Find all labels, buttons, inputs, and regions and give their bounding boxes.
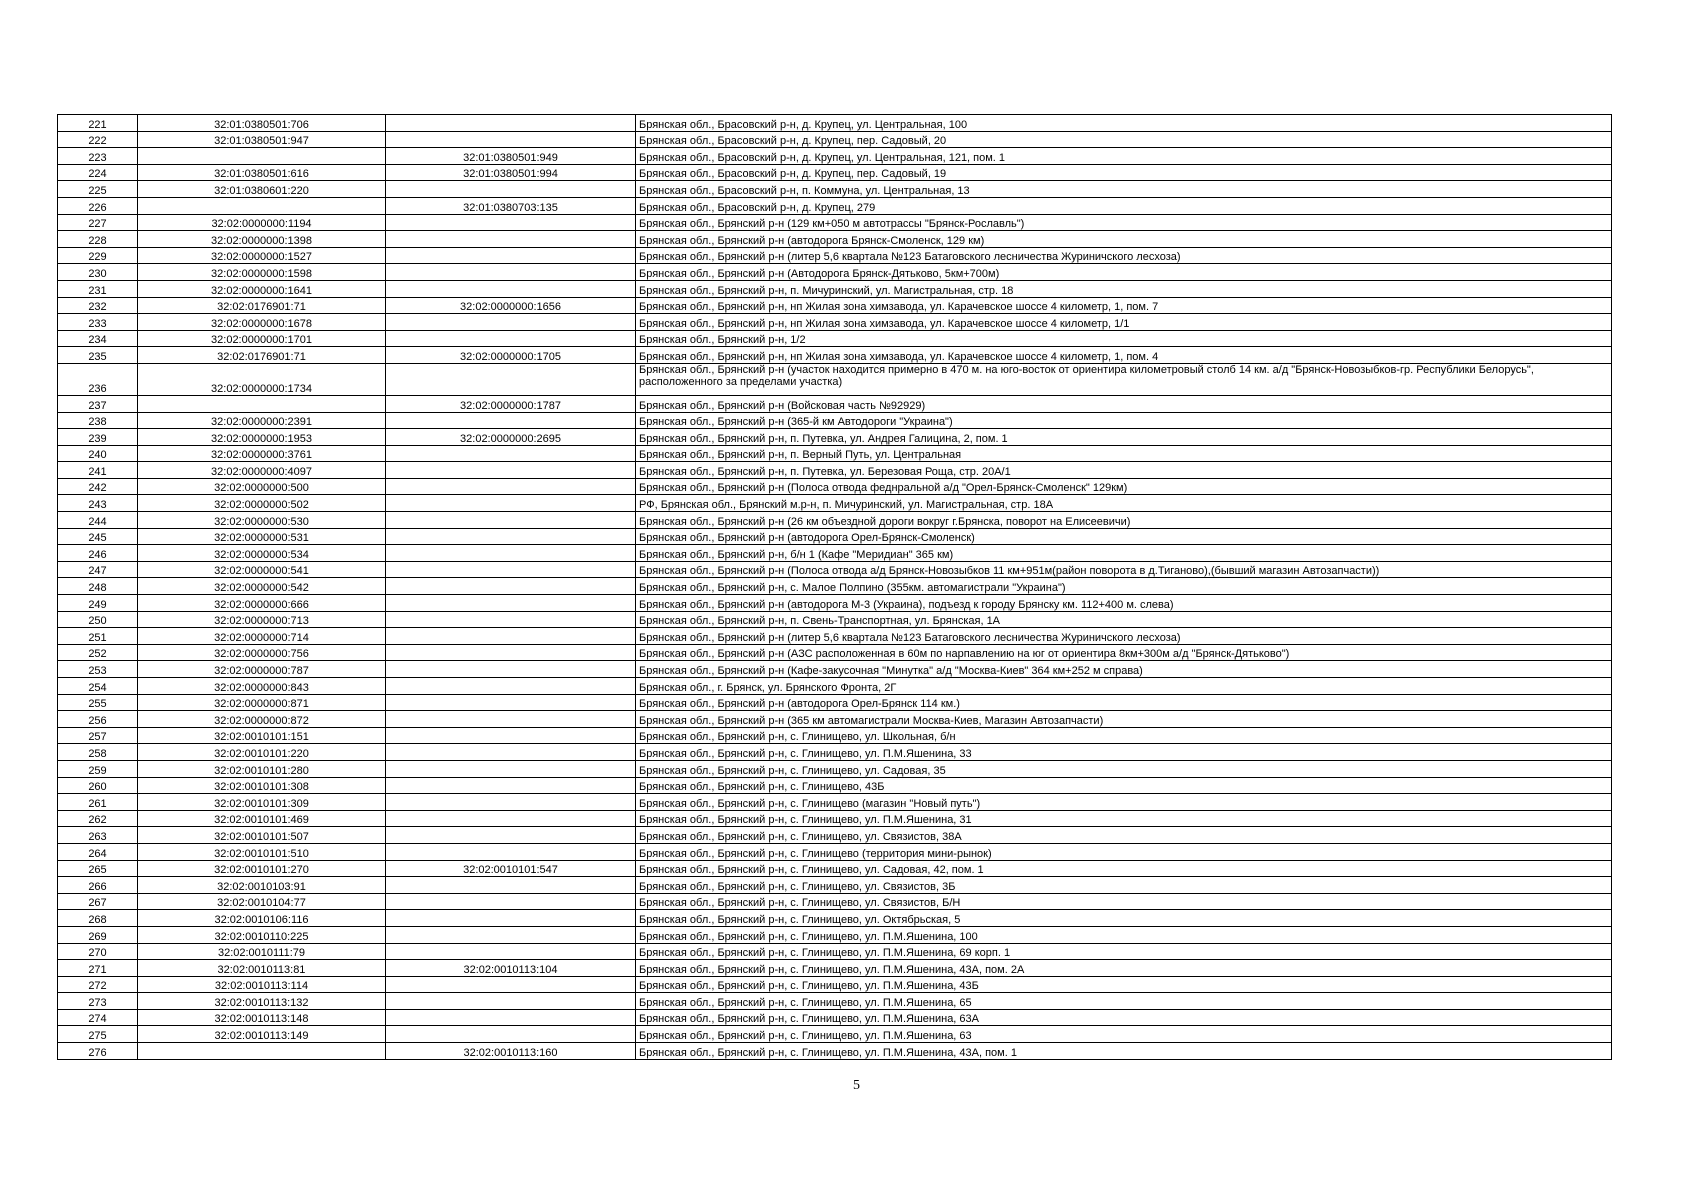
building-cadastral-number-cell xyxy=(386,711,636,728)
cadastral-number-cell: 32:02:0000000:502 xyxy=(138,495,386,512)
building-cadastral-number-cell xyxy=(386,993,636,1010)
table-row xyxy=(58,893,1612,910)
table-row xyxy=(58,462,1612,479)
address-cell: Брянская обл., Брянский р-н, п. Путевка, ул. Березовая Роща, стр. 20А/1 xyxy=(636,462,1612,479)
address-cell: Брянская обл., Брянский р-н, с. Глинищево, ул. Связистов, Б/Н xyxy=(636,893,1612,910)
address-cell: Брянская обл., Брянский р-н, с. Глинищево, ул. Связистов, 38А xyxy=(636,827,1612,844)
row-number-cell: 227 xyxy=(58,214,138,231)
cadastral-number-cell: 32:02:0000000:534 xyxy=(138,545,386,562)
row-number-cell: 246 xyxy=(58,545,138,562)
building-cadastral-number-cell xyxy=(386,611,636,628)
table-row xyxy=(58,993,1612,1010)
address-cell: Брянская обл., Брянский р-н (Кафе-закусочная "Минутка" а/д "Москва-Киев" 364 км+252 м справа) xyxy=(636,661,1612,678)
cadastral-number-cell: 32:02:0000000:500 xyxy=(138,478,386,495)
building-cadastral-number-cell xyxy=(386,545,636,562)
cadastral-number-cell: 32:02:0000000:4097 xyxy=(138,462,386,479)
row-number-cell: 271 xyxy=(58,960,138,977)
building-cadastral-number-cell xyxy=(386,561,636,578)
cadastral-number-cell: 32:02:0010113:132 xyxy=(138,993,386,1010)
address-cell: Брянская обл., Брянский р-н, нп Жилая зона химзавода, ул. Карачевское шоссе 4 километр, 1/1 xyxy=(636,314,1612,331)
address-cell: Брянская обл., Брянский р-н, с. Глинищево, ул. П.М.Яшенина, 33 xyxy=(636,744,1612,761)
address-cell: Брянская обл., Брянский р-н, с. Глинищево (территория мини-рынок) xyxy=(636,843,1612,860)
table-row xyxy=(58,495,1612,512)
row-number-cell: 228 xyxy=(58,231,138,248)
building-cadastral-number-cell: 32:02:0010113:160 xyxy=(386,1043,636,1060)
table-row xyxy=(58,297,1612,314)
table-row xyxy=(58,478,1612,495)
cadastral-number-cell: 32:01:0380501:706 xyxy=(138,115,386,132)
address-cell: Брянская обл., Брянский р-н (автодорога Орел-Брянск-Смоленск) xyxy=(636,528,1612,545)
page-number: 5 xyxy=(853,1078,860,1093)
address-cell: РФ, Брянская обл., Брянский м.р-н, п. Мичуринский, ул. Магистральная, стр. 18А xyxy=(636,495,1612,512)
cadastral-number-cell: 32:02:0000000:1641 xyxy=(138,280,386,297)
building-cadastral-number-cell xyxy=(386,247,636,264)
cadastral-number-cell: 32:02:0000000:3761 xyxy=(138,445,386,462)
table-row xyxy=(58,910,1612,927)
row-number-cell: 273 xyxy=(58,993,138,1010)
cadastral-number-cell: 32:01:0380501:947 xyxy=(138,131,386,148)
cadastral-number-cell: 32:02:0000000:1953 xyxy=(138,429,386,446)
building-cadastral-number-cell xyxy=(386,628,636,645)
address-cell: Брянская обл., Брянский р-н, с. Глинищево, ул. П.М.Яшенина, 69 корп. 1 xyxy=(636,943,1612,960)
cadastral-number-cell: 32:02:0000000:1598 xyxy=(138,264,386,281)
table-row xyxy=(58,578,1612,595)
cadastral-number-cell: 32:02:0010106:116 xyxy=(138,910,386,927)
table-row xyxy=(58,395,1612,412)
row-number-cell: 274 xyxy=(58,1009,138,1026)
cadastral-number-cell xyxy=(138,395,386,412)
row-number-cell: 270 xyxy=(58,943,138,960)
row-number-cell: 249 xyxy=(58,595,138,612)
row-number-cell: 259 xyxy=(58,760,138,777)
row-number-cell: 230 xyxy=(58,264,138,281)
row-number-cell: 261 xyxy=(58,794,138,811)
address-cell: Брянская обл., Брянский р-н (литер 5,6 квартала №123 Батаговского лесничества Журиничского лесхоза) xyxy=(636,247,1612,264)
building-cadastral-number-cell xyxy=(386,131,636,148)
building-cadastral-number-cell xyxy=(386,578,636,595)
table-row xyxy=(58,363,1612,395)
building-cadastral-number-cell xyxy=(386,115,636,132)
building-cadastral-number-cell xyxy=(386,744,636,761)
address-cell: Брянская обл., Брянский р-н, 1/2 xyxy=(636,330,1612,347)
cadastral-number-cell: 32:02:0000000:1194 xyxy=(138,214,386,231)
row-number-cell: 267 xyxy=(58,893,138,910)
table-row xyxy=(58,197,1612,214)
cadastral-number-cell: 32:02:0010101:469 xyxy=(138,810,386,827)
address-cell: Брянская обл., Брянский р-н (Полоса отвода а/д Брянск-Новозыбков 11 км+951м(район поворота в д.Тиганово),(бывший магазин Автозапчасти)) xyxy=(636,561,1612,578)
building-cadastral-number-cell xyxy=(386,678,636,695)
row-number-cell: 235 xyxy=(58,347,138,364)
row-number-cell: 275 xyxy=(58,1026,138,1043)
table-row xyxy=(58,280,1612,297)
table-row xyxy=(58,231,1612,248)
table-row xyxy=(58,943,1612,960)
address-cell: Брянская обл., Брянский р-н, нп Жилая зона химзавода, ул. Карачевское шоссе 4 километр, 1, пом. 7 xyxy=(636,297,1612,314)
row-number-cell: 238 xyxy=(58,412,138,429)
row-number-cell: 223 xyxy=(58,148,138,165)
address-cell: Брянская обл., Брянский р-н (Полоса отвода феднральной а/д "Орел-Брянск-Смоленск" 129км) xyxy=(636,478,1612,495)
cadastral-number-cell: 32:02:0000000:530 xyxy=(138,512,386,529)
table-row xyxy=(58,727,1612,744)
table-row xyxy=(58,678,1612,695)
table-row xyxy=(58,926,1612,943)
address-cell: Брянская обл., Брянский р-н, с. Глинищево, ул. П.М.Яшенина, 63 xyxy=(636,1026,1612,1043)
table-row xyxy=(58,131,1612,148)
address-cell: Брянская обл., Брянский р-н, с. Малое Полпино (355км. автомагистрали "Украина") xyxy=(636,578,1612,595)
building-cadastral-number-cell xyxy=(386,794,636,811)
cadastral-number-cell: 32:02:0010101:308 xyxy=(138,777,386,794)
cadastral-number-cell: 32:02:0000000:666 xyxy=(138,595,386,612)
address-cell: Брянская обл., Брянский р-н, с. Глинищево, ул. П.М.Яшенина, 65 xyxy=(636,993,1612,1010)
address-cell: Брянская обл., Брянский р-н, с. Глинищево, ул. Связистов, 3Б xyxy=(636,877,1612,894)
row-number-cell: 245 xyxy=(58,528,138,545)
row-number-cell: 232 xyxy=(58,297,138,314)
building-cadastral-number-cell: 32:02:0010101:547 xyxy=(386,860,636,877)
cadastral-number-cell: 32:02:0010110:225 xyxy=(138,926,386,943)
row-number-cell: 229 xyxy=(58,247,138,264)
table-row xyxy=(58,877,1612,894)
row-number-cell: 239 xyxy=(58,429,138,446)
building-cadastral-number-cell xyxy=(386,528,636,545)
table-row xyxy=(58,429,1612,446)
table-row xyxy=(58,694,1612,711)
building-cadastral-number-cell xyxy=(386,926,636,943)
address-cell: Брянская обл., Брянский р-н, с. Глинищево, ул. Октябрьская, 5 xyxy=(636,910,1612,927)
row-number-cell: 251 xyxy=(58,628,138,645)
table-row xyxy=(58,115,1612,132)
row-number-cell: 255 xyxy=(58,694,138,711)
row-number-cell: 248 xyxy=(58,578,138,595)
address-cell: Брянская обл., Брянский р-н, с. Глинищево, ул. Садовая, 35 xyxy=(636,760,1612,777)
row-number-cell: 269 xyxy=(58,926,138,943)
table-row xyxy=(58,595,1612,612)
row-number-cell: 260 xyxy=(58,777,138,794)
address-cell: Брянская обл., Брянский р-н, с. Глинищево, ул. П.М.Яшенина, 31 xyxy=(636,810,1612,827)
row-number-cell: 224 xyxy=(58,164,138,181)
building-cadastral-number-cell: 32:02:0000000:1787 xyxy=(386,395,636,412)
address-cell: Брянская обл., Брянский р-н (Автодорога Брянск-Дятьково, 5км+700м) xyxy=(636,264,1612,281)
address-cell: Брянская обл., Брянский р-н (26 км объездной дороги вокруг г.Брянска, поворот на Елисеевичи) xyxy=(636,512,1612,529)
building-cadastral-number-cell xyxy=(386,1009,636,1026)
address-cell: Брянская обл., Брянский р-н, б/н 1 (Кафе "Меридиан" 365 км) xyxy=(636,545,1612,562)
table-row xyxy=(58,164,1612,181)
address-cell: Брянская обл., Брянский р-н, п. Путевка, ул. Андрея Галицина, 2, пом. 1 xyxy=(636,429,1612,446)
address-cell: Брянская обл., Брянский р-н, с. Глинищево, ул. П.М.Яшенина, 100 xyxy=(636,926,1612,943)
address-cell: Брянская обл., Брянский р-н (129 км+050 м автотрассы "Брянск-Рославль") xyxy=(636,214,1612,231)
cadastral-number-cell: 32:02:0000000:531 xyxy=(138,528,386,545)
cadastral-number-cell: 32:02:0000000:787 xyxy=(138,661,386,678)
building-cadastral-number-cell xyxy=(386,943,636,960)
building-cadastral-number-cell: 32:02:0000000:2695 xyxy=(386,429,636,446)
address-cell: Брянская обл., Брянский р-н (автодорога М-3 (Украина), подъезд к городу Брянску км. 112+400 м. слева) xyxy=(636,595,1612,612)
address-cell: Брянская обл., Брасовский р-н, д. Крупец, ул. Центральная, 100 xyxy=(636,115,1612,132)
address-cell: Брянская обл., Брянский р-н, с. Глинищево, ул. П.М.Яшенина, 43А, пом. 2А xyxy=(636,960,1612,977)
address-cell: Брянская обл., Брянский р-н, с. Глинищево, ул. П.М.Яшенина, 63А xyxy=(636,1009,1612,1026)
table-row xyxy=(58,330,1612,347)
address-cell: Брянская обл., Брянский р-н, с. Глинищево (магазин "Новый путь") xyxy=(636,794,1612,811)
building-cadastral-number-cell: 32:01:0380501:994 xyxy=(386,164,636,181)
cadastral-number-cell: 32:02:0000000:756 xyxy=(138,644,386,661)
building-cadastral-number-cell xyxy=(386,777,636,794)
table-row xyxy=(58,247,1612,264)
cadastral-number-cell: 32:02:0010103:91 xyxy=(138,877,386,894)
address-cell: Брянская обл., Брасовский р-н, д. Крупец, ул. Центральная, 121, пом. 1 xyxy=(636,148,1612,165)
table-row xyxy=(58,148,1612,165)
table-row xyxy=(58,810,1612,827)
building-cadastral-number-cell xyxy=(386,462,636,479)
table-row xyxy=(58,777,1612,794)
cadastral-number-cell: 32:02:0000000:1527 xyxy=(138,247,386,264)
building-cadastral-number-cell xyxy=(386,314,636,331)
building-cadastral-number-cell xyxy=(386,445,636,462)
table-row xyxy=(58,561,1612,578)
table-row xyxy=(58,1043,1612,1060)
building-cadastral-number-cell: 32:02:0000000:1656 xyxy=(386,297,636,314)
cadastral-number-cell: 32:02:0010113:149 xyxy=(138,1026,386,1043)
table-row xyxy=(58,628,1612,645)
cadastral-number-cell xyxy=(138,148,386,165)
table-row xyxy=(58,843,1612,860)
row-number-cell: 254 xyxy=(58,678,138,695)
cadastral-number-cell: 32:02:0010101:220 xyxy=(138,744,386,761)
cadastral-number-cell: 32:02:0010113:148 xyxy=(138,1009,386,1026)
table-row xyxy=(58,412,1612,429)
address-cell: Брянская обл., г. Брянск, ул. Брянского Фронта, 2Г xyxy=(636,678,1612,695)
address-cell: Брянская обл., Брянский р-н, с. Глинищево, ул. Садовая, 42, пом. 1 xyxy=(636,860,1612,877)
row-number-cell: 242 xyxy=(58,478,138,495)
building-cadastral-number-cell xyxy=(386,478,636,495)
building-cadastral-number-cell xyxy=(386,330,636,347)
cadastral-number-cell: 32:02:0000000:542 xyxy=(138,578,386,595)
building-cadastral-number-cell xyxy=(386,512,636,529)
table-row xyxy=(58,214,1612,231)
address-cell: Брянская обл., Брянский р-н (365 км автомагистрали Москва-Киев, Магазин Автозапчасти) xyxy=(636,711,1612,728)
building-cadastral-number-cell xyxy=(386,877,636,894)
building-cadastral-number-cell: 32:01:0380703:135 xyxy=(386,197,636,214)
building-cadastral-number-cell xyxy=(386,644,636,661)
row-number-cell: 266 xyxy=(58,877,138,894)
building-cadastral-number-cell xyxy=(386,412,636,429)
cadastral-number-cell: 32:02:0000000:713 xyxy=(138,611,386,628)
address-cell: Брянская обл., Брянский р-н, п. Мичуринский, ул. Магистральная, стр. 18 xyxy=(636,280,1612,297)
building-cadastral-number-cell xyxy=(386,976,636,993)
property-table xyxy=(57,114,1612,1060)
building-cadastral-number-cell xyxy=(386,363,636,395)
row-number-cell: 226 xyxy=(58,197,138,214)
cadastral-number-cell: 32:02:0176901:71 xyxy=(138,347,386,364)
row-number-cell: 263 xyxy=(58,827,138,844)
cadastral-number-cell: 32:02:0010101:270 xyxy=(138,860,386,877)
table-row xyxy=(58,347,1612,364)
address-cell: Брянская обл., Брянский р-н, нп Жилая зона химзавода, ул. Карачевское шоссе 4 километр, 1, пом. 4 xyxy=(636,347,1612,364)
table-row xyxy=(58,744,1612,761)
table-row xyxy=(58,794,1612,811)
table-row xyxy=(58,528,1612,545)
address-cell: Брянская обл., Брянский р-н (365-й км Автодороги "Украина") xyxy=(636,412,1612,429)
table-row xyxy=(58,314,1612,331)
address-cell: Брянская обл., Брасовский р-н, п. Коммуна, ул. Центральная, 13 xyxy=(636,181,1612,198)
address-cell: Брянская обл., Брянский р-н, с. Глинищево, 43Б xyxy=(636,777,1612,794)
building-cadastral-number-cell xyxy=(386,231,636,248)
row-number-cell: 250 xyxy=(58,611,138,628)
building-cadastral-number-cell xyxy=(386,214,636,231)
address-cell: Брянская обл., Брасовский р-н, д. Крупец, пер. Садовый, 19 xyxy=(636,164,1612,181)
row-number-cell: 236 xyxy=(58,363,138,395)
row-number-cell: 256 xyxy=(58,711,138,728)
cadastral-number-cell: 32:02:0176901:71 xyxy=(138,297,386,314)
cadastral-number-cell: 32:01:0380501:616 xyxy=(138,164,386,181)
table-row xyxy=(58,1009,1612,1026)
building-cadastral-number-cell xyxy=(386,760,636,777)
table-row xyxy=(58,181,1612,198)
address-cell: Брянская обл., Брянский р-н, п. Верный Путь, ул. Центральная xyxy=(636,445,1612,462)
cadastral-number-cell: 32:02:0010101:151 xyxy=(138,727,386,744)
row-number-cell: 253 xyxy=(58,661,138,678)
building-cadastral-number-cell xyxy=(386,280,636,297)
cadastral-number-cell: 32:02:0010101:510 xyxy=(138,843,386,860)
table-row xyxy=(58,611,1612,628)
table-row xyxy=(58,1026,1612,1043)
row-number-cell: 264 xyxy=(58,843,138,860)
row-number-cell: 222 xyxy=(58,131,138,148)
cadastral-number-cell: 32:02:0000000:1734 xyxy=(138,363,386,395)
row-number-cell: 233 xyxy=(58,314,138,331)
address-cell: Брянская обл., Брянский р-н (литер 5,6 квартала №123 Батаговского лесничества Журиничского лесхоза) xyxy=(636,628,1612,645)
cadastral-number-cell: 32:02:0000000:1701 xyxy=(138,330,386,347)
cadastral-number-cell: 32:02:0000000:872 xyxy=(138,711,386,728)
row-number-cell: 221 xyxy=(58,115,138,132)
building-cadastral-number-cell: 32:02:0000000:1705 xyxy=(386,347,636,364)
address-cell: Брянская обл., Брянский р-н, п. Свень-Транспортная, ул. Брянская, 1А xyxy=(636,611,1612,628)
cadastral-number-cell: 32:02:0000000:2391 xyxy=(138,412,386,429)
row-number-cell: 244 xyxy=(58,512,138,529)
row-number-cell: 240 xyxy=(58,445,138,462)
cadastral-number-cell: 32:02:0000000:871 xyxy=(138,694,386,711)
building-cadastral-number-cell xyxy=(386,661,636,678)
table-row xyxy=(58,976,1612,993)
row-number-cell: 243 xyxy=(58,495,138,512)
cadastral-number-cell: 32:02:0000000:843 xyxy=(138,678,386,695)
building-cadastral-number-cell xyxy=(386,810,636,827)
table-row xyxy=(58,661,1612,678)
address-cell: Брянская обл., Брянский р-н, с. Глинищево, ул. П.М.Яшенина, 43Б xyxy=(636,976,1612,993)
row-number-cell: 231 xyxy=(58,280,138,297)
building-cadastral-number-cell xyxy=(386,827,636,844)
row-number-cell: 234 xyxy=(58,330,138,347)
building-cadastral-number-cell xyxy=(386,595,636,612)
row-number-cell: 258 xyxy=(58,744,138,761)
address-cell: Брянская обл., Брянский р-н (АЗС расположенная в 60м по нарпавлению на юг от ориентира 8км+300м а/д "Брянск-Дятьково") xyxy=(636,644,1612,661)
table-row xyxy=(58,860,1612,877)
cadastral-number-cell: 32:02:0010113:114 xyxy=(138,976,386,993)
table-body xyxy=(58,115,1612,1060)
table-row xyxy=(58,960,1612,977)
building-cadastral-number-cell xyxy=(386,264,636,281)
row-number-cell: 241 xyxy=(58,462,138,479)
cadastral-number-cell: 32:01:0380601:220 xyxy=(138,181,386,198)
address-cell: Брянская обл., Брянский р-н (автодорога Брянск-Смоленск, 129 км) xyxy=(636,231,1612,248)
row-number-cell: 268 xyxy=(58,910,138,927)
row-number-cell: 252 xyxy=(58,644,138,661)
cadastral-number-cell: 32:02:0010101:309 xyxy=(138,794,386,811)
table-row xyxy=(58,264,1612,281)
cadastral-number-cell: 32:02:0000000:1678 xyxy=(138,314,386,331)
address-cell: Брянская обл., Брянский р-н (Войсковая часть №92929) xyxy=(636,395,1612,412)
cadastral-number-cell: 32:02:0010101:280 xyxy=(138,760,386,777)
row-number-cell: 272 xyxy=(58,976,138,993)
row-number-cell: 265 xyxy=(58,860,138,877)
cadastral-number-cell: 32:02:0010113:81 xyxy=(138,960,386,977)
cadastral-number-cell: 32:02:0010104:77 xyxy=(138,893,386,910)
row-number-cell: 257 xyxy=(58,727,138,744)
building-cadastral-number-cell: 32:02:0010113:104 xyxy=(386,960,636,977)
building-cadastral-number-cell xyxy=(386,727,636,744)
building-cadastral-number-cell xyxy=(386,694,636,711)
cadastral-number-cell: 32:02:0000000:714 xyxy=(138,628,386,645)
row-number-cell: 237 xyxy=(58,395,138,412)
building-cadastral-number-cell xyxy=(386,495,636,512)
building-cadastral-number-cell xyxy=(386,843,636,860)
cadastral-number-cell: 32:02:0000000:1398 xyxy=(138,231,386,248)
table-row xyxy=(58,545,1612,562)
building-cadastral-number-cell: 32:01:0380501:949 xyxy=(386,148,636,165)
row-number-cell: 262 xyxy=(58,810,138,827)
row-number-cell: 276 xyxy=(58,1043,138,1060)
table-row xyxy=(58,827,1612,844)
cadastral-number-cell xyxy=(138,1043,386,1060)
building-cadastral-number-cell xyxy=(386,910,636,927)
row-number-cell: 225 xyxy=(58,181,138,198)
table-row xyxy=(58,760,1612,777)
address-cell: Брянская обл., Брянский р-н (автодорога Орел-Брянск 114 км.) xyxy=(636,694,1612,711)
table-row xyxy=(58,711,1612,728)
address-cell: Брянская обл., Брасовский р-н, д. Крупец, 279 xyxy=(636,197,1612,214)
cadastral-number-cell: 32:02:0010101:507 xyxy=(138,827,386,844)
table-row xyxy=(58,512,1612,529)
building-cadastral-number-cell xyxy=(386,1026,636,1043)
cadastral-number-cell: 32:02:0000000:541 xyxy=(138,561,386,578)
cadastral-number-cell xyxy=(138,197,386,214)
address-cell: Брянская обл., Брянский р-н, с. Глинищево, ул. Школьная, б/н xyxy=(636,727,1612,744)
address-cell: Брянская обл., Брянский р-н (участок находится примерно в 470 м. на юго-восток от ориентира километровый столб 14 км. а/д "Брянск-Новозыбков-гр. Республики Белорусь", расположенного за пределами участка) xyxy=(636,363,1612,395)
address-cell: Брянская обл., Брасовский р-н, д. Крупец, пер. Садовый, 20 xyxy=(636,131,1612,148)
building-cadastral-number-cell xyxy=(386,181,636,198)
address-cell: Брянская обл., Брянский р-н, с. Глинищево, ул. П.М.Яшенина, 43А, пом. 1 xyxy=(636,1043,1612,1060)
table-row xyxy=(58,644,1612,661)
row-number-cell: 247 xyxy=(58,561,138,578)
building-cadastral-number-cell xyxy=(386,893,636,910)
cadastral-number-cell: 32:02:0010111:79 xyxy=(138,943,386,960)
table-row xyxy=(58,445,1612,462)
